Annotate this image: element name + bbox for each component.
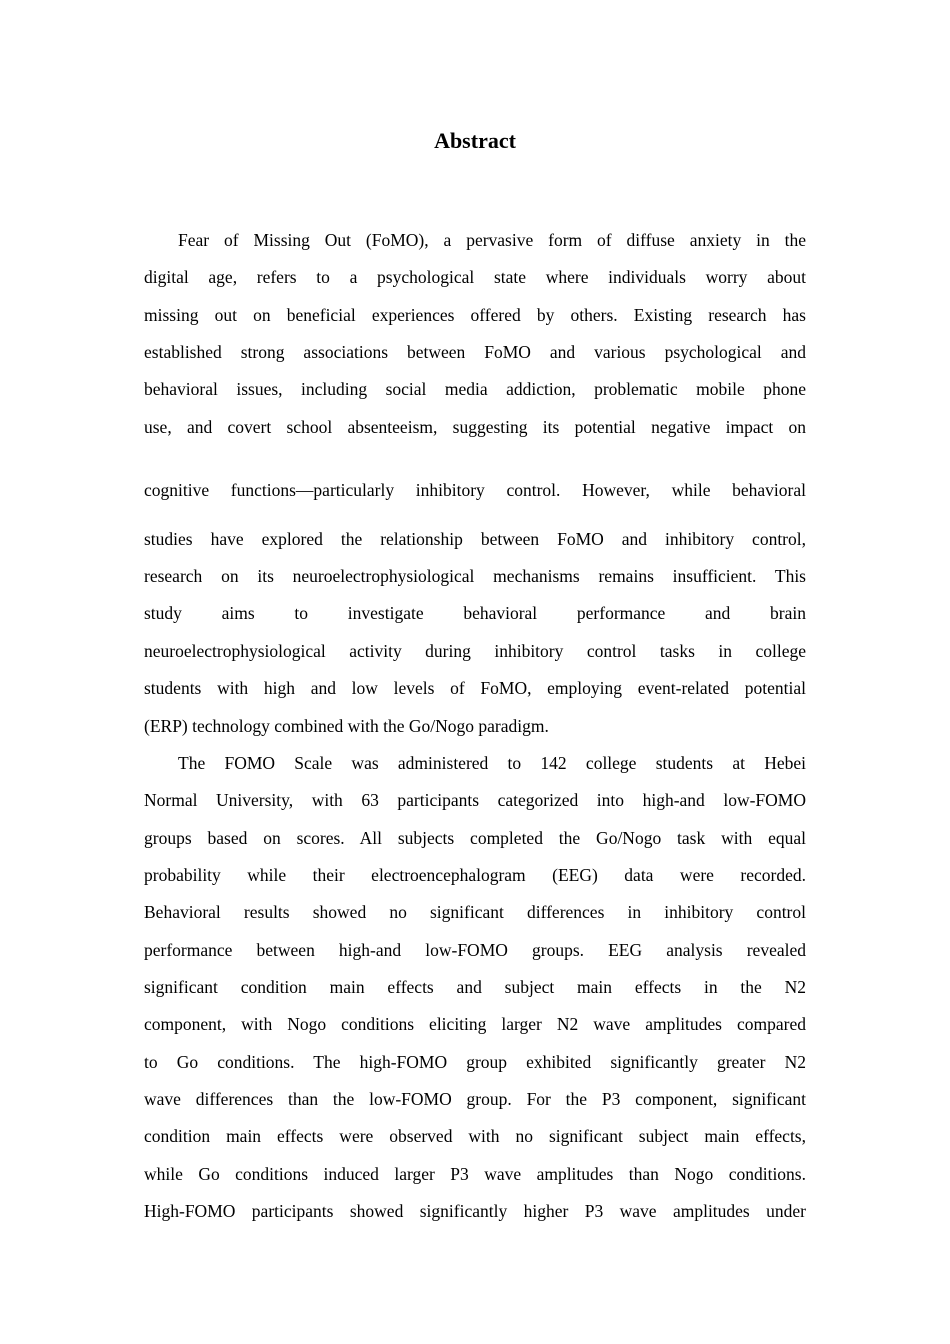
paragraph-line: cognitive functions—particularly inhibitory control. However, while behavioral [144, 480, 806, 500]
paragraph-line: study aims to investigate behavioral performance and brain [144, 603, 806, 623]
paragraph-line: component, with Nogo conditions eliciting larger N2 wave amplitudes compared [144, 1014, 806, 1034]
paragraph-line: missing out on beneficial experiences offered by others. Existing research has [144, 305, 806, 325]
paragraph-line: to Go conditions. The high-FOMO group exhibited significantly greater N2 [144, 1052, 806, 1072]
paragraph-line: students with high and low levels of FoMO, employing event-related potential [144, 678, 806, 698]
paragraph-line: behavioral issues, including social media addiction, problematic mobile phone [144, 379, 806, 399]
paragraph-line: while Go conditions induced larger P3 wave amplitudes than Nogo conditions. [144, 1164, 806, 1184]
paragraph-line: Normal University, with 63 participants categorized into high-and low-FOMO [144, 790, 806, 810]
paragraph-line: (ERP) technology combined with the Go/Nogo paradigm. [144, 716, 549, 736]
paragraph-line: The FOMO Scale was administered to 142 college students at Hebei [178, 753, 806, 773]
paragraph-line: established strong associations between FoMO and various psychological and [144, 342, 806, 362]
page-title: Abstract [434, 128, 516, 153]
paragraph-line: performance between high-and low-FOMO groups. EEG analysis revealed [144, 940, 806, 960]
paragraph-line: condition main effects were observed with no significant subject main effects, [144, 1126, 806, 1146]
paragraph-line: use, and covert school absenteeism, suggesting its potential negative impact on [144, 417, 806, 437]
paragraph-line: wave differences than the low-FOMO group. For the P3 component, significant [144, 1089, 806, 1109]
paragraph-line: neuroelectrophysiological activity during inhibitory control tasks in college [144, 641, 806, 661]
paragraph-line: High-FOMO participants showed significantly higher P3 wave amplitudes under [144, 1201, 806, 1221]
paragraph-line: digital age, refers to a psychological state where individuals worry about [144, 267, 806, 287]
paragraph-line: studies have explored the relationship between FoMO and inhibitory control, [144, 529, 806, 549]
paragraph-line: Fear of Missing Out (FoMO), a pervasive form of diffuse anxiety in the [178, 230, 806, 250]
paragraph-line: Behavioral results showed no significant differences in inhibitory control [144, 902, 806, 922]
paragraph-line: groups based on scores. All subjects completed the Go/Nogo task with equal [144, 828, 806, 848]
paragraph-line: probability while their electroencephalogram (EEG) data were recorded. [144, 865, 806, 885]
paragraph-line: significant condition main effects and subject main effects in the N2 [144, 977, 806, 997]
paragraph-line: research on its neuroelectrophysiological mechanisms remains insufficient. This [144, 566, 806, 586]
